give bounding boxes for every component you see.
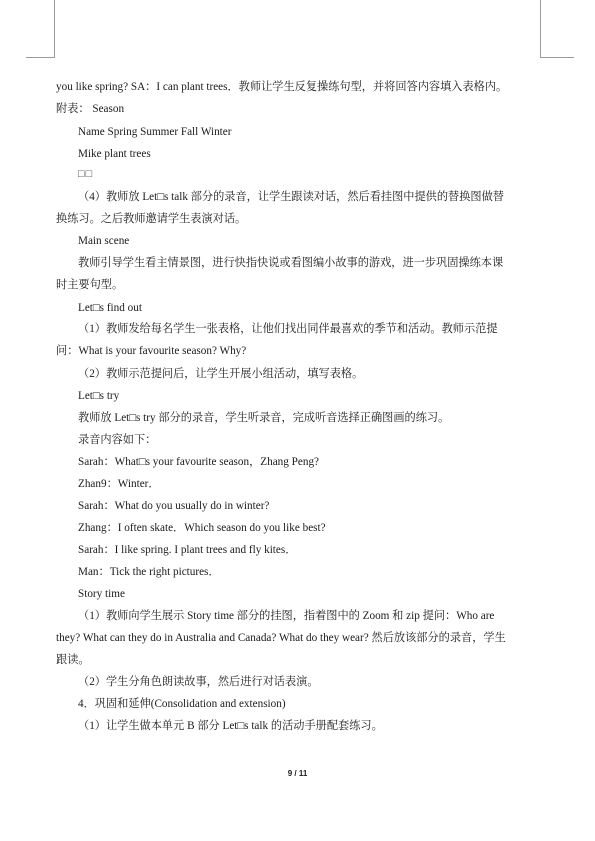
crop-mark-left-vertical bbox=[54, 0, 55, 58]
text-line: 教师引导学生看主情景图，进行快指快说或看图编小故事的游戏，进一步巩固操练本课 bbox=[78, 257, 504, 269]
text-line: 时主要句型。 bbox=[56, 279, 124, 291]
dialogue-line: Man：Tick the right pictures． bbox=[78, 566, 220, 578]
text-line: 录音内容如下： bbox=[78, 434, 157, 446]
text-line: （2）学生分角色朗读故事，然后进行对话表演。 bbox=[78, 676, 319, 688]
text-line: 教师放 Let□s try 部分的录音，学生听录音，完成听音选择正确图画的练习。 bbox=[78, 412, 450, 424]
placeholder-boxes: □□ bbox=[78, 168, 94, 180]
text-line: they? What can they do in Australia and Canada? What do they wear? 然后放该部分的录音，学生 bbox=[56, 632, 506, 644]
section-heading: Main scene bbox=[78, 235, 130, 247]
text-line: 换练习。之后教师邀请学生表演对话。 bbox=[56, 213, 247, 225]
dialogue-line: Sarah：What do you usually do in winter? bbox=[78, 500, 270, 512]
section-heading: Let□s try bbox=[78, 390, 120, 402]
text-line: （1）让学生做本单元 B 部分 Let□s talk 的活动手册配套练习。 bbox=[78, 720, 383, 732]
crop-mark-right-horizontal bbox=[540, 57, 574, 58]
dialogue-line: Sarah：What□s your favourite season，Zhang Peng? bbox=[78, 456, 320, 468]
text-line: （2）教师示范提问后，让学生开展小组活动，填写表格。 bbox=[78, 368, 364, 380]
text-line: （1）教师发给每名学生一张表格，让他们找出同伴最喜欢的季节和活动。教师示范提 bbox=[78, 323, 498, 335]
text-line: 附表： Season bbox=[56, 103, 125, 115]
page-number: 9 / 11 bbox=[287, 769, 308, 778]
dialogue-line: Zhang：I often skate．Which season do you like best? bbox=[78, 522, 326, 534]
text-line: （4）教师放 Let□s talk 部分的录音，让学生跟读对话，然后看挂图中提供的替换图做替 bbox=[78, 191, 504, 203]
text-line: Mike plant trees bbox=[78, 148, 151, 160]
text-line: 问：What is your favourite season? Why? bbox=[56, 345, 247, 357]
text-line: （1）教师向学生展示 Story time 部分的挂图，指着图中的 Zoom 和 zip 提问：Who are bbox=[78, 610, 495, 622]
crop-mark-right-vertical bbox=[540, 0, 541, 58]
section-heading: Story time bbox=[78, 588, 125, 600]
section-heading: Let□s find out bbox=[78, 302, 142, 314]
dialogue-line: Zhan9：Winter． bbox=[78, 478, 160, 490]
section-heading: 4．巩固和延伸(Consolidation and extension) bbox=[78, 698, 286, 710]
text-line: 跟读。 bbox=[56, 654, 90, 666]
crop-mark-left-horizontal bbox=[26, 57, 55, 58]
text-line: Name Spring Summer Fall Winter bbox=[78, 126, 232, 138]
text-line: you like spring? SA：I can plant trees．教师让学生反复操练句型，并将回答内容填入表格内。 bbox=[56, 81, 508, 93]
dialogue-line: Sarah：I like spring. I plant trees and fly kites． bbox=[78, 544, 297, 556]
